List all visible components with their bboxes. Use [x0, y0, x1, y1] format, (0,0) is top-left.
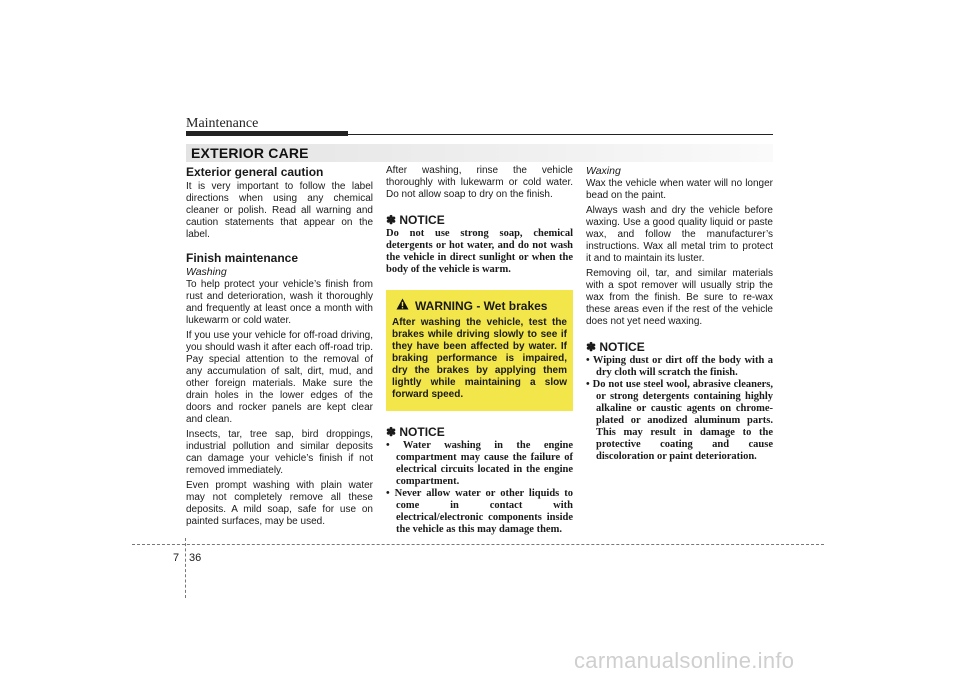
list-item: • Never allow water or other liquids to come in contact with electrical/electronic components inside the vehicle as this may damage them. [386, 488, 573, 535]
column-3 [586, 165, 773, 463]
notice-heading-2: ✽ NOTICE [386, 425, 445, 439]
heading-exterior-caution: Exterior general caution [186, 165, 324, 179]
paragraph-exterior-caution: It is very important to follow the label directions when using any chemical cleaner or polish. Read all warning and caution statements that appear on the label. [186, 181, 373, 240]
header-title: Maintenance [186, 116, 259, 131]
warning-box [386, 290, 573, 411]
footer-vertical-rule [185, 538, 186, 598]
heading-finish-maintenance: Finish maintenance [186, 251, 299, 265]
paragraph-after-washing: After washing, rinse the vehicle thoroughly with lukewarm or cold water. Do not allow soap to dry on the finish. [386, 165, 573, 200]
paragraph-washing-4: Even prompt washing with plain water may not completely remove all these deposits. A mild soap, safe for use on painted surfaces, may be used. [186, 480, 373, 527]
paragraph-washing-3: Insects, tar, tree sap, bird droppings, industrial pollution and similar deposits can damage your vehicle’s finish if not removed immediately. [186, 429, 373, 476]
page-chapter: 7 [173, 552, 180, 564]
watermark[interactable]: carmanualsonline.info [574, 648, 795, 673]
notice-heading-3: ✽ NOTICE [586, 340, 645, 354]
warning-body: After washing the vehicle, test the brakes while driving slowly to see if they have been affected by water. If braking performance is impaired, dry the brakes by applying them lightly while maintaining a slow forward speed. [392, 317, 567, 400]
warning-header [392, 297, 567, 315]
paragraph-washing-1: To help protect your vehicle’s finish from rust and deterioration, wash it thoroughly and frequently at least once a month with lukewarm or cold water. [186, 279, 373, 326]
header-rule-thin [348, 134, 773, 135]
column-2 [386, 165, 573, 536]
warning-title: WARNING - Wet brakes [415, 299, 548, 313]
section-title: EXTERIOR CARE [191, 145, 309, 161]
notice-list-2 [386, 440, 573, 536]
notice-heading-1: ✽ NOTICE [386, 213, 445, 227]
header-rule-thick [186, 131, 348, 136]
list-item: • Water washing in the engine compartment may cause the failure of electrical circuits located in the engine compartment. [386, 440, 573, 487]
paragraph-waxing-1: Wax the vehicle when water will no longer bead on the paint. [586, 178, 773, 201]
paragraph-waxing-2: Always wash and dry the vehicle before waxing. Use a good quality liquid or paste wax, and follow the manufacturer’s instructions. Wax all metal trim to protect it and to maintain its luster. [586, 205, 773, 264]
notice-body-1: Do not use strong soap, chemical detergents or hot water, and do not wash the vehicle in direct sunlight or when the body of the vehicle is warm. [386, 228, 573, 275]
list-item: • Do not use steel wool, abrasive cleaners, or strong detergents containing highly alkaline or caustic agents on chrome-plated or anodized aluminum parts. This may result in damage to the protective coating and cause discoloration or paint deterioration. [586, 379, 773, 462]
list-item: • Wiping dust or dirt off the body with a dry cloth will scratch the finish. [586, 355, 773, 378]
notice-list-3 [586, 355, 773, 463]
footer-rule [132, 544, 824, 545]
page-number: 36 [189, 552, 202, 564]
paragraph-washing-2: If you use your vehicle for off-road driving, you should wash it after each off-road trip. Pay special attention to the removal of any accumulation of salt, dirt, mud, and other foreign materials. Make sure the drain holes in the lower edges of the doors and rocker panels are kept clear and clean. [186, 330, 373, 425]
column-1 [186, 165, 373, 528]
subheading-washing: Washing [186, 266, 227, 278]
warning-triangle-icon [396, 297, 409, 315]
subheading-waxing: Waxing [586, 165, 621, 177]
paragraph-waxing-3: Removing oil, tar, and similar materials with a spot remover will usually strip the wax from the finish. Be sure to re-wax these areas even if the rest of the vehicle does not yet need waxing. [586, 268, 773, 327]
